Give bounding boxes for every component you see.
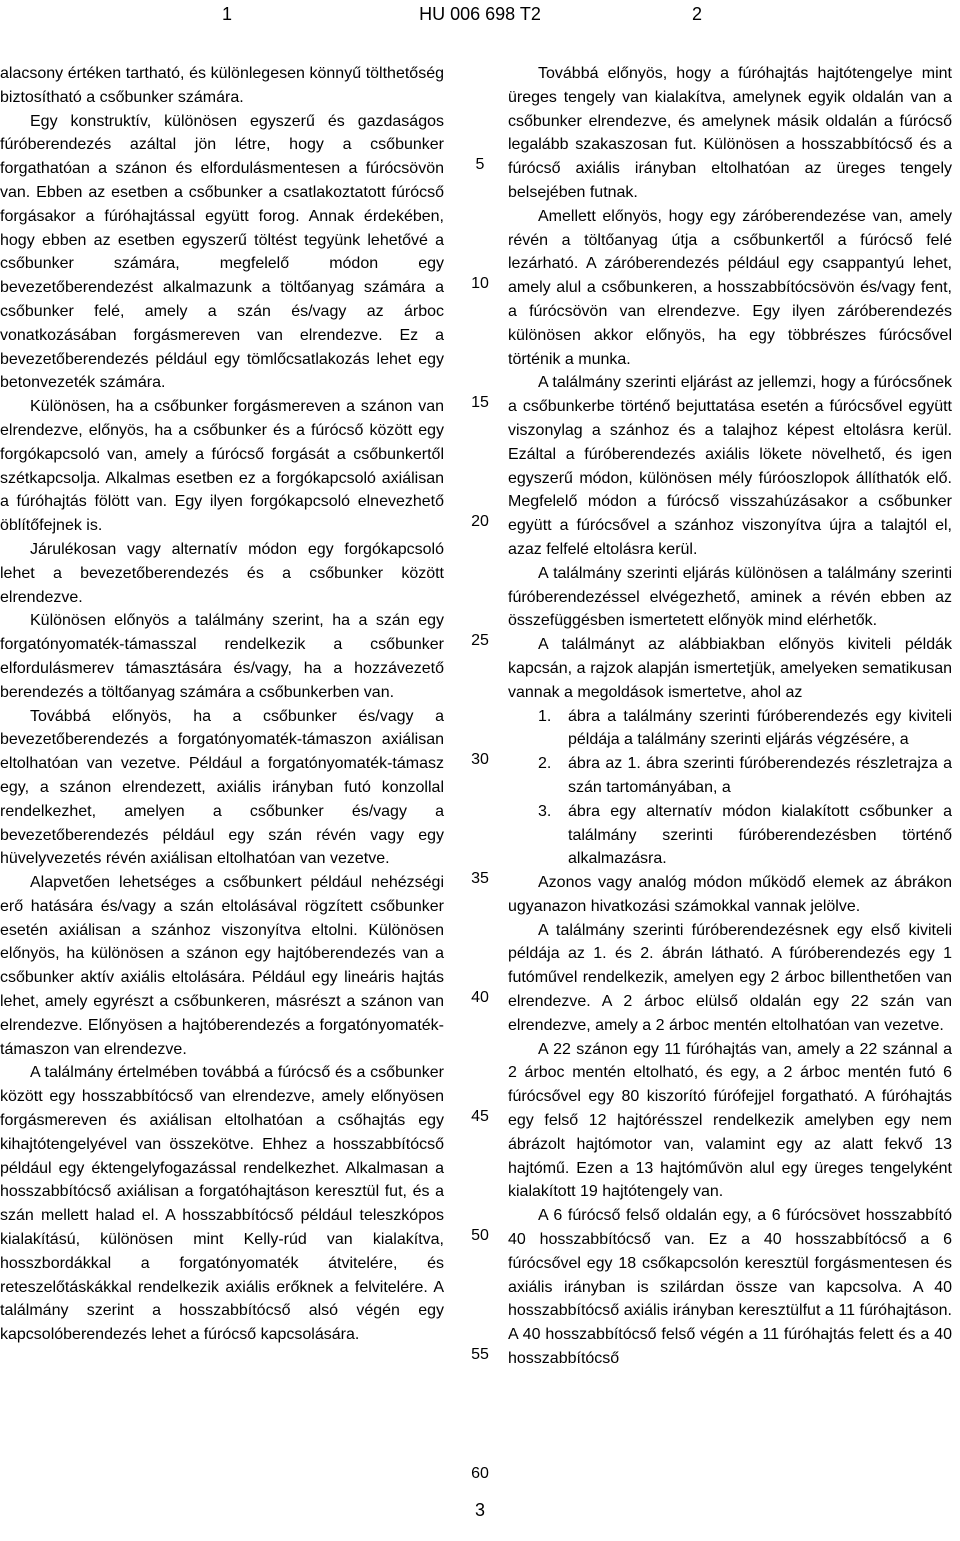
paragraph: Továbbá előnyös, hogy a fúróhajtás hajtótengelye mint üreges tengely van kialakítva, amelynek egyik oldalán van a csőbunker elrendezve, és amelynek másik oldalán a fúrócső legalább szakaszosan fut. Különösen a hosszabbítócső és a fúrócső axiális irányban eltolhatóan az üreges tengely belsejében futnak.	[508, 65, 952, 201]
footer-page-number: 3	[474, 1500, 485, 1520]
left-page-number: 1	[222, 4, 233, 24]
figure-list-item	[508, 752, 952, 800]
line-number: 5	[475, 156, 485, 173]
paragraph: A találmány értelmében továbbá a fúrócső és a csőbunker között egy hosszabbítócső van elrendezve, amely előnyösen forgásmereven és axiálisan eltolhatóan a csőhajtás egy kihajtótengelyével van összekötve. Ehhez a hosszabbítócső például egy éktengelyfogazással rendelkezhet. Alkalmasan a hosszabbítócső axiálisan a forgatóhajtáson keresztül fut, és a szán mellett halad el. A hosszabbítócső például teleszkópos kialakítású, különösen mint Kelly-rúd van kialakítva, hosszbordákkal a forgatónyomaték átvitelére, és reteszelőtáskákkal rendelkezik axiális erőknek a felvitelére. A találmány szerint a hosszabbítócső alsó végén egy kapcsolóberendezés lehet a fúrócső kapcsolására.	[0, 1064, 444, 1344]
paragraph: A találmányt az alábbiakban előnyös kiviteli példák kapcsán, a rajzok alapján ismertetjük, amelyeken sematikusan vannak a megoldások ismertetve, ahol az	[508, 636, 952, 701]
figure-list-item	[508, 800, 952, 871]
line-number: 40	[471, 989, 489, 1006]
paragraph: A találmány szerinti eljárás különösen a találmány szerinti fúróberendezéssel elvégezhető, aminek a révén ebben az összefüggésben ismertetett előnyök mind elérhetők.	[508, 564, 952, 630]
paragraph: Különösen előnyös a találmány szerint, ha a szán egy forgatónyomaték-támasszal rendelkezik a csőbunker elfordulásmerev támasztására és/vagy, ha a hozzávezető berendezés a töltőanyag számára a csőbunkerben van.	[0, 612, 444, 701]
figure-list-number: 2.	[538, 755, 552, 773]
line-number: 10	[471, 275, 489, 292]
right-page-number: 2	[692, 4, 703, 24]
line-number: 45	[471, 1108, 489, 1125]
figure-list-number: 1.	[538, 707, 552, 725]
left-text-column	[0, 62, 444, 1347]
paragraph: Azonos vagy analóg módon működő elemek az ábrákon ugyanazon hivatkozási számokkal vannak jelölve.	[508, 874, 952, 915]
paragraph: alacsony értéken tartható, és különlegesen könnyű tölthetőség biztosítható a csőbunker számára.	[0, 65, 444, 106]
figure-list-text: ábra a találmány szerinti fúróberendezés egy kiviteli példája a találmány szerinti eljárás végzésére, a	[568, 707, 952, 749]
line-number: 25	[471, 632, 489, 649]
line-number: 50	[471, 1227, 489, 1244]
paragraph: Különösen, ha a csőbunker forgásmereven a szánon van elrendezve, előnyös, ha a csőbunker és a fúrócső között egy forgókapcsoló van, amely a fúrócső forgását a csőbunkertől szétkapcsolja. Alkalmas esetben ez a forgókapcsoló axiálisan a fúróhajtás fölött van. Egy ilyen forgókapcsoló elnevezhető öblítőfejnek is.	[0, 398, 444, 535]
right-text-column	[508, 62, 952, 1371]
patent-number: HU 006 698 T2	[419, 4, 541, 24]
page-header	[0, 4, 960, 28]
paragraph: A találmány szerinti fúróberendezésnek egy első kiviteli példája az 1. és 2. ábrán látható. A fúróberendezés egy 1 futóművel rendelkezik, amelyen egy 2 árboc billenthetően van elrendezve. A 2 árboc elülső oldalán egy 22 szán van elrendezve, amely a 2 árboc mentén eltolhatóan van vezetve.	[508, 921, 952, 1034]
figure-list-number: 3.	[538, 802, 552, 820]
paragraph: Egy konstruktív, különösen egyszerű és gazdaságos fúróberendezés azáltal jön létre, hogy a csőbunker forgathatóan a szánon és elfordulásmentesen a fúrócsövön van. Ebben az esetben a csőbunker a csatlakoztatott fúrócső forgásakor a fúróhajtással együtt forog. Annak érdekében, hogy ebben az esetben egyszerű töltést tegyünk lehetővé a csőbunker számára, megfelelő módon egy bevezetőberendezést alkalmazunk a töltőanyag számára a csőbunker felé, amely a szán és/vagy az árboc vonatkozásában forgásmereven van elrendezve. Ez a bevezetőberendezés például egy tömlőcsatlakozás lehet egy betonvezeték számára.	[0, 112, 444, 392]
line-number: 15	[471, 394, 489, 411]
paragraph: A 22 szánon egy 11 fúróhajtás van, amely a 22 szánnal a 2 árboc mentén eltolható, és egy, a 2 árboc mentén futó 6 fúrócsővel egy 80 kiszorító fúrófejjel forgatható. A fúróhajtás egy felső 12 hajtórésszel rendelkezik amelyben egy nem ábrázolt hajtómotor van, valamint egy az alatt fekvő 13 hajtómű. Ezen a 13 hajtóművön alul egy üreges tengelyként kialakított 19 hajtótengely van.	[508, 1040, 952, 1201]
paragraph: Amellett előnyös, hogy egy záróberendezése van, amely révén a töltőanyag útja a csőbunkertől a fúrócső felé lezárható. A záróberendezés például egy csappantyú lehet, amely alul a csőbunkeren, a hosszabbítócsövön és/vagy fent, a fúrócsövön van elrendezve. Egy ilyen záróberendezés különösen akkor előnyös, ha egy többrészes fúrócsővel történik a munka.	[508, 207, 952, 368]
line-number: 60	[471, 1465, 489, 1482]
figure-list-item	[508, 705, 952, 753]
paragraph: Járulékosan vagy alternatív módon egy forgókapcsoló lehet a bevezetőberendezés és a csőbunker között elrendezve.	[0, 540, 444, 606]
line-number: 30	[471, 751, 489, 768]
figure-list-text: ábra egy alternatív módon kialakított csőbunker a találmány szerinti fúróberendezésben történő alkalmazásra.	[568, 802, 952, 868]
paragraph: A találmány szerinti eljárást az jellemzi, hogy a fúrócsőnek a csőbunkerbe történő bejuttatása esetén a fúrócsővel együtt viszonylag a szánhoz és a talajhoz képest eltolásra kerül. Ezáltal a fúróberendezés axiális lökete növelhető, és igen egyszerű módon, különösen mély fúróoszlopok állíthatók elő. Megfelelő módon a fúrócső visszahúzásakor a csőbunker együtt a fúrócsővel a szánhoz viszonyítva újra a talajtól el, azaz felfelé eltolásra kerül.	[508, 374, 952, 558]
line-number: 20	[471, 513, 489, 530]
paragraph: Továbbá előnyös, ha a csőbunker és/vagy a bevezetőberendezés a forgatónyomaték-támaszon axiálisan eltolhatóan van vezetve. Például a forgatónyomaték-támasz egy, a szánon elrendezett, axiális irányban futó konzollal rendelkezhet, amelyen a csőbunker és/vagy a bevezetőberendezés például egy szán révén vagy egy hüvelyvezetés révén axiálisan eltolhatóan van vezetve.	[0, 707, 444, 868]
figure-list-text: ábra az 1. ábra szerinti fúróberendezés részletrajza a szán tartományában, a	[568, 755, 952, 796]
line-number: 55	[471, 1346, 489, 1363]
paragraph: Alapvetően lehetséges a csőbunkert például nehézségi erő hatására és/vagy a szán eltolásával rögzített csőbunker esetén axiálisan a szánhoz viszonyítva eltolni. Különösen előnyös, ha különösen a szánon egy hajtóberendezés van a csőbunker aktív axiális eltolására. Például egy lineáris hajtás lehet, amely egyrészt a csőbunkeren, másrészt a szánon van elrendezve. Előnyösen a hajtóberendezés a forgatónyomaték-támaszon van elrendezve.	[0, 874, 444, 1058]
line-number: 35	[471, 870, 489, 887]
paragraph: A 6 fúrócső felső oldalán egy, a 6 fúrócsövet hosszabbító 40 hosszabbítócső van. Ez a 40 hosszabbítócső a 6 fúrócsővel egy 18 csőkapcsolón keresztül forgásmentesen és axiális irányban is szilárdan össze van kapcsolva. A 40 hosszabbítócső axiális irányban keresztülfut a 11 fúróhajtáson. A 40 hosszabbítócső felső végén a 11 fúróhajtás felett és a 40 hosszabbítócső	[508, 1207, 952, 1368]
